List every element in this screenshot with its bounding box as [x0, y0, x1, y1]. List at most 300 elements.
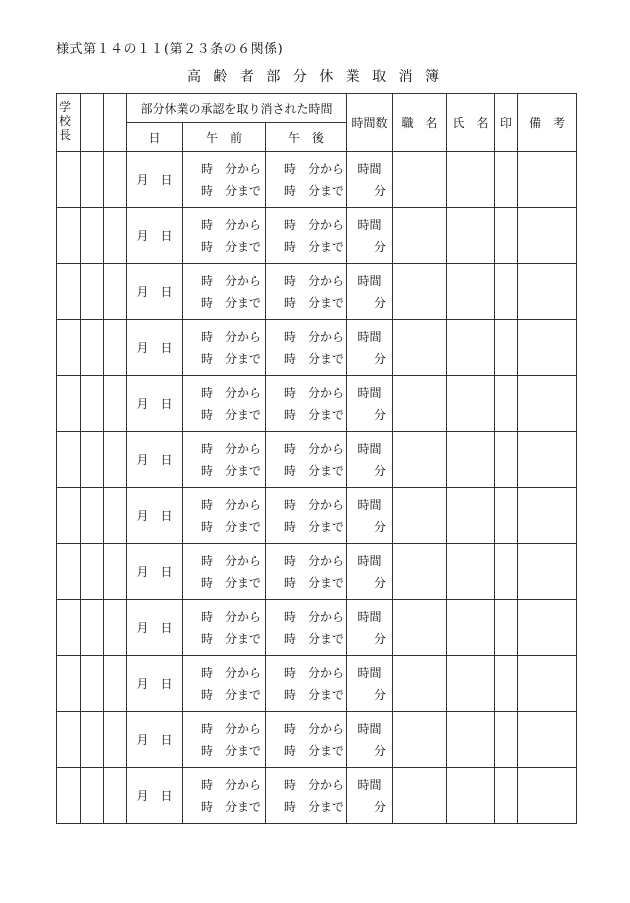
- cell-hours[interactable]: [347, 656, 393, 712]
- cell-hours[interactable]: [347, 152, 393, 208]
- pm-from-min: 分から: [308, 553, 345, 568]
- cell-name[interactable]: [447, 320, 495, 376]
- table-row: [57, 544, 577, 600]
- month-label: 月: [136, 677, 149, 691]
- pm-until-hour: 時: [284, 183, 297, 198]
- cell-hours[interactable]: [347, 488, 393, 544]
- cell-am[interactable]: [183, 320, 266, 376]
- cell-seal[interactable]: [495, 544, 518, 600]
- am-from-min: 分から: [225, 217, 262, 232]
- cell-blank-2[interactable]: [104, 600, 127, 656]
- pm-from-min: 分から: [308, 721, 345, 736]
- pm-until-hour: 時: [284, 295, 297, 310]
- pm-until-hour: 時: [284, 407, 297, 422]
- cell-am[interactable]: [183, 656, 266, 712]
- table-row: [57, 376, 577, 432]
- cell-name[interactable]: [447, 264, 495, 320]
- header-pm: 午 後: [266, 123, 347, 152]
- cell-pm[interactable]: [266, 152, 347, 208]
- cell-remarks[interactable]: [518, 432, 577, 488]
- ledger-body: [57, 152, 577, 824]
- cell-pm[interactable]: [266, 712, 347, 768]
- hours-label: 時間: [357, 777, 382, 792]
- day-label: 日: [160, 453, 173, 467]
- cell-pm[interactable]: [266, 432, 347, 488]
- cell-hours[interactable]: [347, 376, 393, 432]
- pm-until-hour: 時: [284, 687, 297, 702]
- cell-blank-2[interactable]: [104, 432, 127, 488]
- hours-label: 時間: [357, 329, 382, 344]
- cell-month-day[interactable]: [127, 152, 183, 208]
- pm-until-hour: 時: [284, 463, 297, 478]
- minutes-label: 分: [374, 183, 387, 198]
- cell-remarks[interactable]: [518, 656, 577, 712]
- cell-position[interactable]: [393, 152, 447, 208]
- cell-principal[interactable]: [57, 320, 81, 376]
- table-row: [57, 600, 577, 656]
- cell-month-day[interactable]: [127, 432, 183, 488]
- cell-remarks[interactable]: [518, 208, 577, 264]
- am-from-min: 分から: [225, 161, 262, 176]
- am-until-min: 分まで: [225, 463, 262, 478]
- cell-principal[interactable]: [57, 600, 81, 656]
- cell-seal[interactable]: [495, 376, 518, 432]
- hours-label: 時間: [357, 553, 382, 568]
- cell-remarks[interactable]: [518, 320, 577, 376]
- cell-hours[interactable]: [347, 264, 393, 320]
- am-until-min: 分まで: [225, 239, 262, 254]
- month-label: 月: [136, 789, 149, 803]
- cell-remarks[interactable]: [518, 152, 577, 208]
- am-from-hour: 時: [201, 497, 214, 512]
- hours-label: 時間: [357, 609, 382, 624]
- cell-principal[interactable]: [57, 656, 81, 712]
- cell-blank-1[interactable]: [81, 432, 104, 488]
- cell-seal[interactable]: [495, 656, 518, 712]
- am-from-hour: 時: [201, 161, 214, 176]
- cell-remarks[interactable]: [518, 768, 577, 824]
- pm-until-min: 分まで: [308, 407, 345, 422]
- header-name: 氏 名: [447, 94, 495, 152]
- header-cancelled-time: 部分休業の承認を取り消された時間: [127, 94, 347, 123]
- am-from-hour: 時: [201, 273, 214, 288]
- minutes-label: 分: [374, 743, 387, 758]
- cell-pm[interactable]: [266, 320, 347, 376]
- cell-principal[interactable]: [57, 432, 81, 488]
- header-remarks: 備 考: [518, 94, 577, 152]
- cell-pm[interactable]: [266, 544, 347, 600]
- header-blank-1: [81, 94, 104, 152]
- cell-am[interactable]: [183, 768, 266, 824]
- month-label: 月: [136, 285, 149, 299]
- cell-blank-1[interactable]: [81, 264, 104, 320]
- am-until-min: 分まで: [225, 799, 262, 814]
- cell-blank-2[interactable]: [104, 712, 127, 768]
- cell-name[interactable]: [447, 712, 495, 768]
- cell-seal[interactable]: [495, 152, 518, 208]
- cell-blank-1[interactable]: [81, 320, 104, 376]
- cell-am[interactable]: [183, 152, 266, 208]
- am-until-min: 分まで: [225, 295, 262, 310]
- am-until-min: 分まで: [225, 575, 262, 590]
- am-until-min: 分まで: [225, 743, 262, 758]
- table-row: [57, 768, 577, 824]
- cell-pm[interactable]: [266, 768, 347, 824]
- cell-month-day[interactable]: [127, 712, 183, 768]
- cell-remarks[interactable]: [518, 264, 577, 320]
- cell-seal[interactable]: [495, 264, 518, 320]
- pm-from-hour: 時: [284, 385, 297, 400]
- am-from-min: 分から: [225, 385, 262, 400]
- am-from-hour: 時: [201, 217, 214, 232]
- am-from-hour: 時: [201, 777, 214, 792]
- hours-label: 時間: [357, 441, 382, 456]
- am-until-hour: 時: [201, 799, 214, 814]
- am-until-hour: 時: [201, 519, 214, 534]
- cell-blank-2[interactable]: [104, 768, 127, 824]
- am-from-hour: 時: [201, 329, 214, 344]
- pm-from-hour: 時: [284, 777, 297, 792]
- pm-from-hour: 時: [284, 441, 297, 456]
- cell-blank-1[interactable]: [81, 152, 104, 208]
- cell-am[interactable]: [183, 712, 266, 768]
- am-until-hour: 時: [201, 351, 214, 366]
- minutes-label: 分: [374, 799, 387, 814]
- hours-label: 時間: [357, 273, 382, 288]
- cell-seal[interactable]: [495, 488, 518, 544]
- header-blank-2: [104, 94, 127, 152]
- pm-until-hour: 時: [284, 799, 297, 814]
- cell-position[interactable]: [393, 320, 447, 376]
- cell-position[interactable]: [393, 544, 447, 600]
- pm-from-min: 分から: [308, 217, 345, 232]
- cell-am[interactable]: [183, 376, 266, 432]
- pm-from-min: 分から: [308, 777, 345, 792]
- hours-label: 時間: [357, 385, 382, 400]
- cell-principal[interactable]: [57, 264, 81, 320]
- cell-principal[interactable]: [57, 376, 81, 432]
- table-row: [57, 656, 577, 712]
- cell-blank-1[interactable]: [81, 544, 104, 600]
- am-from-min: 分から: [225, 329, 262, 344]
- am-until-min: 分まで: [225, 183, 262, 198]
- am-from-hour: 時: [201, 721, 214, 736]
- am-until-hour: 時: [201, 631, 214, 646]
- cell-pm[interactable]: [266, 600, 347, 656]
- cancellation-ledger-table: [56, 93, 577, 824]
- pm-from-min: 分から: [308, 609, 345, 624]
- am-from-hour: 時: [201, 553, 214, 568]
- cell-month-day[interactable]: [127, 264, 183, 320]
- cell-seal[interactable]: [495, 208, 518, 264]
- cell-month-day[interactable]: [127, 768, 183, 824]
- hours-label: 時間: [357, 721, 382, 736]
- cell-blank-1[interactable]: [81, 208, 104, 264]
- cell-hours[interactable]: [347, 544, 393, 600]
- cell-blank-1[interactable]: [81, 656, 104, 712]
- am-from-hour: 時: [201, 665, 214, 680]
- am-until-hour: 時: [201, 183, 214, 198]
- cell-name[interactable]: [447, 544, 495, 600]
- pm-from-hour: 時: [284, 609, 297, 624]
- cell-principal[interactable]: [57, 208, 81, 264]
- cell-position[interactable]: [393, 712, 447, 768]
- cell-blank-2[interactable]: [104, 320, 127, 376]
- day-label: 日: [160, 565, 173, 579]
- pm-from-min: 分から: [308, 441, 345, 456]
- pm-until-min: 分まで: [308, 687, 345, 702]
- minutes-label: 分: [374, 295, 387, 310]
- am-until-min: 分まで: [225, 631, 262, 646]
- pm-until-hour: 時: [284, 631, 297, 646]
- cell-remarks[interactable]: [518, 488, 577, 544]
- cell-month-day[interactable]: [127, 600, 183, 656]
- minutes-label: 分: [374, 239, 387, 254]
- cell-principal[interactable]: [57, 712, 81, 768]
- cell-principal[interactable]: [57, 544, 81, 600]
- cell-position[interactable]: [393, 432, 447, 488]
- am-from-min: 分から: [225, 609, 262, 624]
- minutes-label: 分: [374, 463, 387, 478]
- pm-until-hour: 時: [284, 519, 297, 534]
- hours-label: 時間: [357, 497, 382, 512]
- cell-blank-1[interactable]: [81, 768, 104, 824]
- am-from-min: 分から: [225, 665, 262, 680]
- month-label: 月: [136, 621, 149, 635]
- pm-until-min: 分まで: [308, 519, 345, 534]
- cell-principal[interactable]: [57, 152, 81, 208]
- day-label: 日: [160, 733, 173, 747]
- pm-from-hour: 時: [284, 161, 297, 176]
- table-row: [57, 320, 577, 376]
- table-row: [57, 152, 577, 208]
- cell-position[interactable]: [393, 376, 447, 432]
- am-until-min: 分まで: [225, 687, 262, 702]
- cell-pm[interactable]: [266, 264, 347, 320]
- am-until-min: 分まで: [225, 351, 262, 366]
- cell-position[interactable]: [393, 488, 447, 544]
- pm-from-hour: 時: [284, 721, 297, 736]
- cell-position[interactable]: [393, 768, 447, 824]
- cell-remarks[interactable]: [518, 712, 577, 768]
- cell-position[interactable]: [393, 264, 447, 320]
- header-day: 日: [127, 123, 183, 152]
- am-from-min: 分から: [225, 497, 262, 512]
- day-label: 日: [160, 229, 173, 243]
- minutes-label: 分: [374, 351, 387, 366]
- am-until-hour: 時: [201, 239, 214, 254]
- cell-blank-1[interactable]: [81, 600, 104, 656]
- table-row: [57, 432, 577, 488]
- pm-from-min: 分から: [308, 273, 345, 288]
- am-from-min: 分から: [225, 273, 262, 288]
- am-until-min: 分まで: [225, 519, 262, 534]
- cell-seal[interactable]: [495, 320, 518, 376]
- minutes-label: 分: [374, 407, 387, 422]
- cell-blank-2[interactable]: [104, 544, 127, 600]
- pm-until-min: 分まで: [308, 575, 345, 590]
- am-until-hour: 時: [201, 463, 214, 478]
- month-label: 月: [136, 173, 149, 187]
- pm-from-min: 分から: [308, 665, 345, 680]
- cell-name[interactable]: [447, 152, 495, 208]
- cell-remarks[interactable]: [518, 600, 577, 656]
- header-hours: 時間数: [347, 94, 393, 152]
- cell-principal[interactable]: [57, 488, 81, 544]
- day-label: 日: [160, 397, 173, 411]
- cell-name[interactable]: [447, 656, 495, 712]
- month-label: 月: [136, 565, 149, 579]
- cell-seal[interactable]: [495, 432, 518, 488]
- cell-position[interactable]: [393, 656, 447, 712]
- pm-from-hour: 時: [284, 273, 297, 288]
- am-from-min: 分から: [225, 777, 262, 792]
- pm-until-min: 分まで: [308, 239, 345, 254]
- cell-hours[interactable]: [347, 768, 393, 824]
- pm-until-min: 分まで: [308, 295, 345, 310]
- day-label: 日: [160, 621, 173, 635]
- pm-from-hour: 時: [284, 665, 297, 680]
- cell-blank-1[interactable]: [81, 488, 104, 544]
- cell-blank-1[interactable]: [81, 712, 104, 768]
- am-from-min: 分から: [225, 553, 262, 568]
- cell-name[interactable]: [447, 432, 495, 488]
- am-from-hour: 時: [201, 441, 214, 456]
- day-label: 日: [160, 285, 173, 299]
- month-label: 月: [136, 733, 149, 747]
- cell-pm[interactable]: [266, 488, 347, 544]
- minutes-label: 分: [374, 687, 387, 702]
- header-principal: 学校長: [57, 94, 81, 152]
- hours-label: 時間: [357, 665, 382, 680]
- pm-until-min: 分まで: [308, 351, 345, 366]
- cell-pm[interactable]: [266, 656, 347, 712]
- day-label: 日: [160, 789, 173, 803]
- cell-month-day[interactable]: [127, 544, 183, 600]
- cell-am[interactable]: [183, 544, 266, 600]
- form-number: 様式第１４の１１(第２３条の６関係): [56, 42, 284, 57]
- month-label: 月: [136, 341, 149, 355]
- pm-from-hour: 時: [284, 497, 297, 512]
- hours-label: 時間: [357, 161, 382, 176]
- cell-remarks[interactable]: [518, 544, 577, 600]
- am-until-hour: 時: [201, 407, 214, 422]
- minutes-label: 分: [374, 575, 387, 590]
- am-until-hour: 時: [201, 575, 214, 590]
- cell-am[interactable]: [183, 488, 266, 544]
- pm-from-min: 分から: [308, 497, 345, 512]
- am-from-hour: 時: [201, 385, 214, 400]
- minutes-label: 分: [374, 519, 387, 534]
- cell-am[interactable]: [183, 432, 266, 488]
- month-label: 月: [136, 453, 149, 467]
- pm-from-hour: 時: [284, 217, 297, 232]
- table-row: [57, 712, 577, 768]
- pm-until-hour: 時: [284, 239, 297, 254]
- cell-am[interactable]: [183, 208, 266, 264]
- cell-blank-2[interactable]: [104, 264, 127, 320]
- month-label: 月: [136, 229, 149, 243]
- cell-hours[interactable]: [347, 432, 393, 488]
- cell-month-day[interactable]: [127, 320, 183, 376]
- cell-month-day[interactable]: [127, 656, 183, 712]
- cell-blank-2[interactable]: [104, 376, 127, 432]
- document-title: 高 齢 者 部 分 休 業 取 消 簿: [186, 69, 444, 85]
- pm-until-hour: 時: [284, 575, 297, 590]
- cell-seal[interactable]: [495, 768, 518, 824]
- day-label: 日: [160, 677, 173, 691]
- cell-month-day[interactable]: [127, 488, 183, 544]
- am-until-hour: 時: [201, 743, 214, 758]
- month-label: 月: [136, 397, 149, 411]
- cell-name[interactable]: [447, 600, 495, 656]
- cell-blank-2[interactable]: [104, 152, 127, 208]
- minutes-label: 分: [374, 631, 387, 646]
- cell-seal[interactable]: [495, 600, 518, 656]
- cell-hours[interactable]: [347, 600, 393, 656]
- cell-remarks[interactable]: [518, 376, 577, 432]
- cell-hours[interactable]: [347, 208, 393, 264]
- cell-position[interactable]: [393, 208, 447, 264]
- pm-until-min: 分まで: [308, 743, 345, 758]
- cell-blank-2[interactable]: [104, 488, 127, 544]
- cell-pm[interactable]: [266, 376, 347, 432]
- cell-blank-2[interactable]: [104, 208, 127, 264]
- cell-pm[interactable]: [266, 208, 347, 264]
- pm-until-min: 分まで: [308, 631, 345, 646]
- cell-seal[interactable]: [495, 712, 518, 768]
- table-row: [57, 488, 577, 544]
- table-row: [57, 208, 577, 264]
- cell-am[interactable]: [183, 600, 266, 656]
- cell-hours[interactable]: [347, 320, 393, 376]
- cell-name[interactable]: [447, 376, 495, 432]
- pm-from-min: 分から: [308, 385, 345, 400]
- am-from-hour: 時: [201, 609, 214, 624]
- pm-from-hour: 時: [284, 553, 297, 568]
- pm-until-hour: 時: [284, 743, 297, 758]
- cell-month-day[interactable]: [127, 208, 183, 264]
- cell-blank-2[interactable]: [104, 656, 127, 712]
- cell-hours[interactable]: [347, 712, 393, 768]
- header-am: 午 前: [183, 123, 266, 152]
- pm-until-min: 分まで: [308, 183, 345, 198]
- pm-from-min: 分から: [308, 329, 345, 344]
- am-until-min: 分まで: [225, 407, 262, 422]
- am-from-min: 分から: [225, 721, 262, 736]
- month-label: 月: [136, 509, 149, 523]
- header-position: 職 名: [393, 94, 447, 152]
- pm-until-min: 分まで: [308, 463, 345, 478]
- cell-blank-1[interactable]: [81, 376, 104, 432]
- am-from-min: 分から: [225, 441, 262, 456]
- cell-name[interactable]: [447, 208, 495, 264]
- cell-name[interactable]: [447, 488, 495, 544]
- cell-am[interactable]: [183, 264, 266, 320]
- day-label: 日: [160, 509, 173, 523]
- pm-until-hour: 時: [284, 351, 297, 366]
- cell-name[interactable]: [447, 768, 495, 824]
- pm-until-min: 分まで: [308, 799, 345, 814]
- cell-position[interactable]: [393, 600, 447, 656]
- cell-principal[interactable]: [57, 768, 81, 824]
- cell-month-day[interactable]: [127, 376, 183, 432]
- table-row: [57, 264, 577, 320]
- pm-from-hour: 時: [284, 329, 297, 344]
- am-until-hour: 時: [201, 687, 214, 702]
- header-seal: 印: [495, 94, 518, 152]
- hours-label: 時間: [357, 217, 382, 232]
